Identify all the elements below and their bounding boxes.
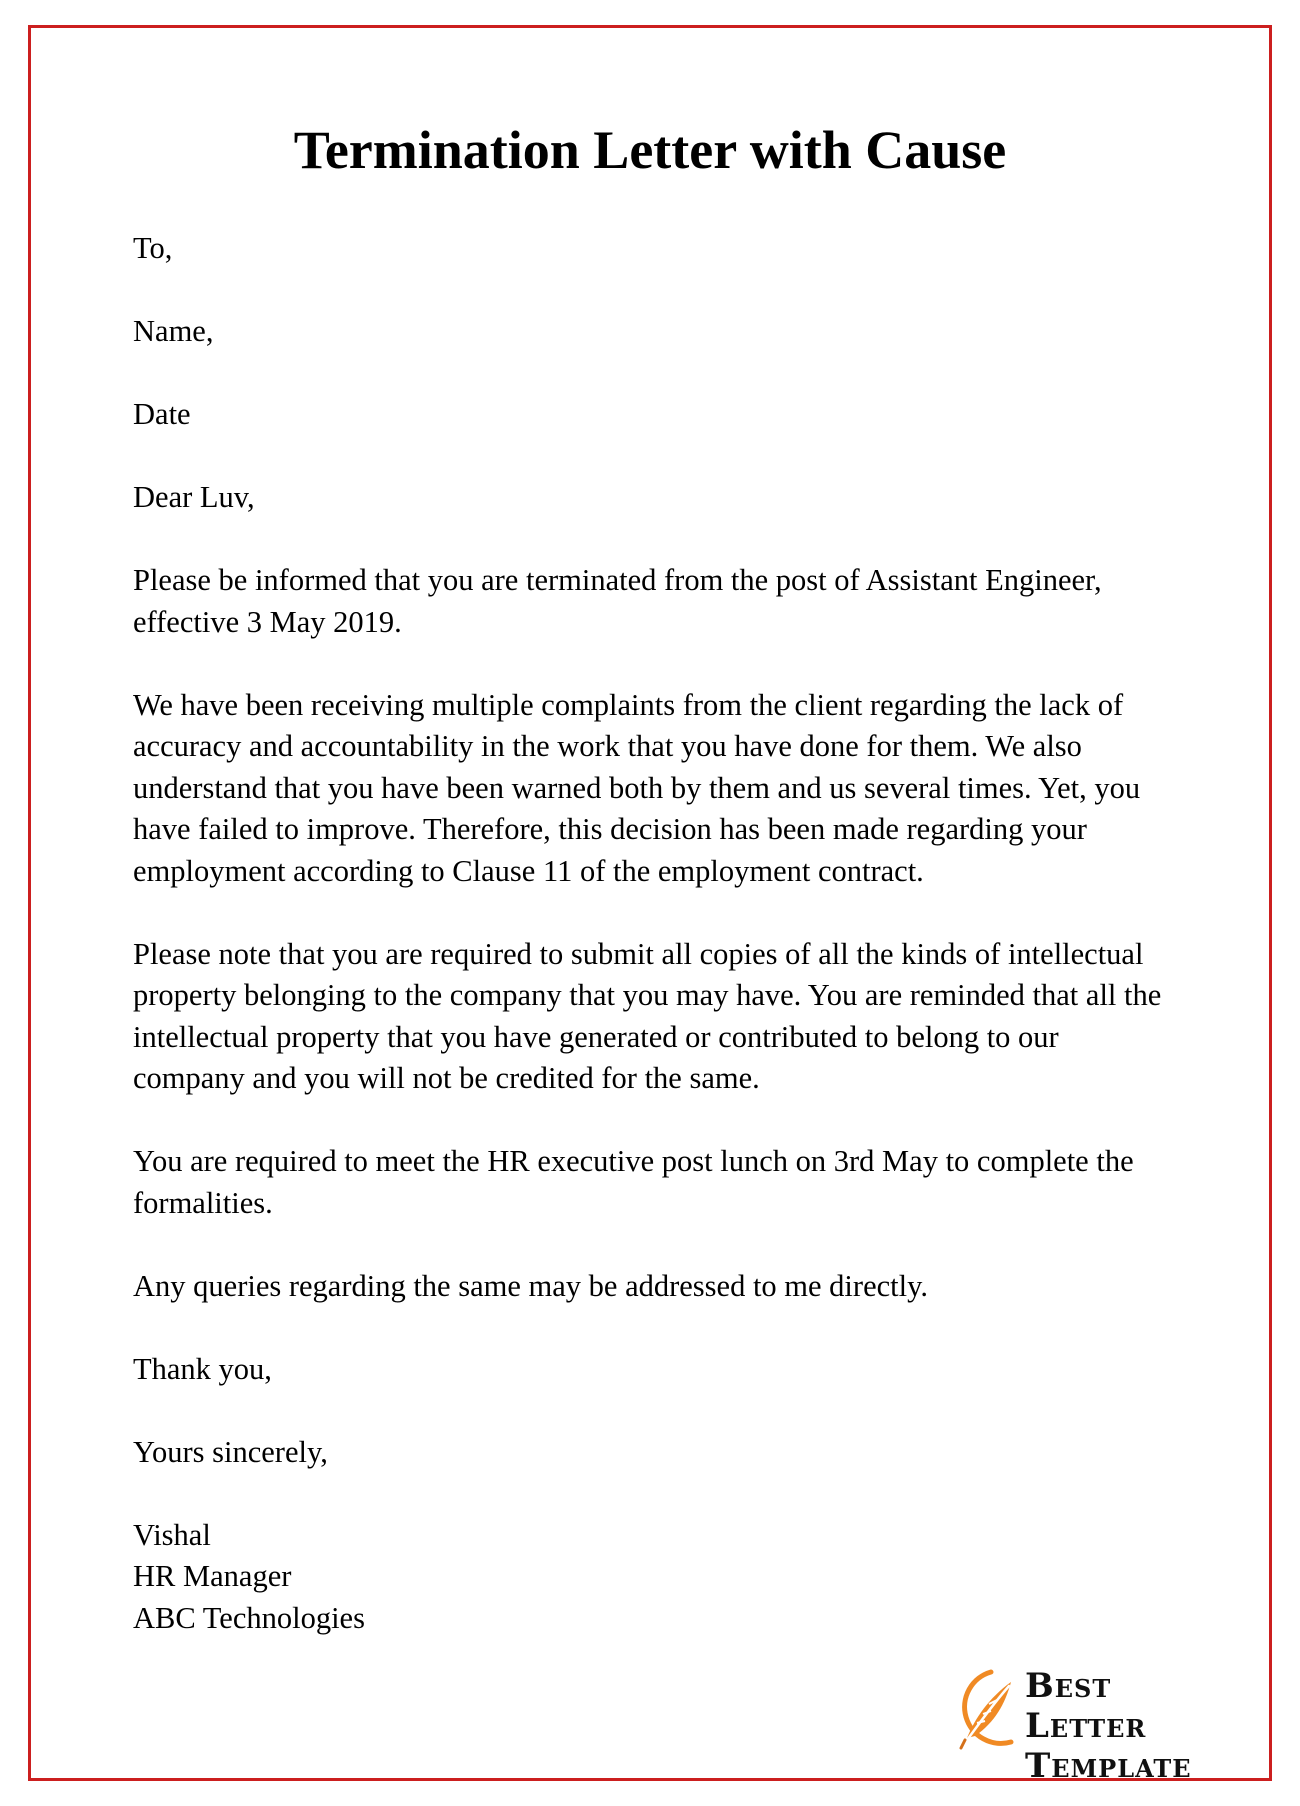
logo-line-1: Best Letter [1025,1666,1147,1746]
salutation-to: To, [133,231,173,265]
best-letter-template-logo [945,1660,1235,1786]
paragraph-queries: Any queries regarding the same may be addressed to me directly. [133,1268,928,1303]
letter-date: Date [133,397,191,431]
letter-body [133,228,1173,1639]
signature-block [133,1515,1173,1640]
paragraph-reason: We have been receiving multiple complaints from the client regarding the lack of accuracy and accountability in the work that you have done for them. We also understand that you have been warned both by them and us several times. Yet, you have failed to improve. Therefore, this decision has been made regarding your employment according to Clause 11 of the employment contract. [133,687,1141,888]
signer-role: HR Manager [133,1559,292,1593]
closing-line: Yours sincerely, [133,1434,328,1469]
paragraph-hr-meeting: You are required to meet the HR executive post lunch on 3rd May to complete the formalities. [133,1144,1134,1220]
signer-company: ABC Technologies [133,1600,365,1635]
logo-wordmark [1025,1666,1235,1786]
paragraph-intellectual-property: Please note that you are required to submit all copies of all the kinds of intellectual property belonging to the company that you may have. You are reminded that all the intellectual property that you have generated or contributed to belong to our company and you will not be credited for the same. [133,936,1162,1095]
quill-feather-icon [945,1660,1025,1760]
recipient-name: Name, [133,314,214,348]
greeting: Dear Luv, [133,480,255,514]
logo-line-2: Template [1025,1746,1192,1786]
letter-title: Termination Letter with Cause [293,120,1007,180]
paragraph-termination-notice: Please be informed that you are terminated from the post of Assistant Engineer, effective 3 May 2019. [133,563,1102,639]
signer-name: Vishal [133,1517,211,1552]
thanks-line: Thank you, [133,1351,272,1386]
